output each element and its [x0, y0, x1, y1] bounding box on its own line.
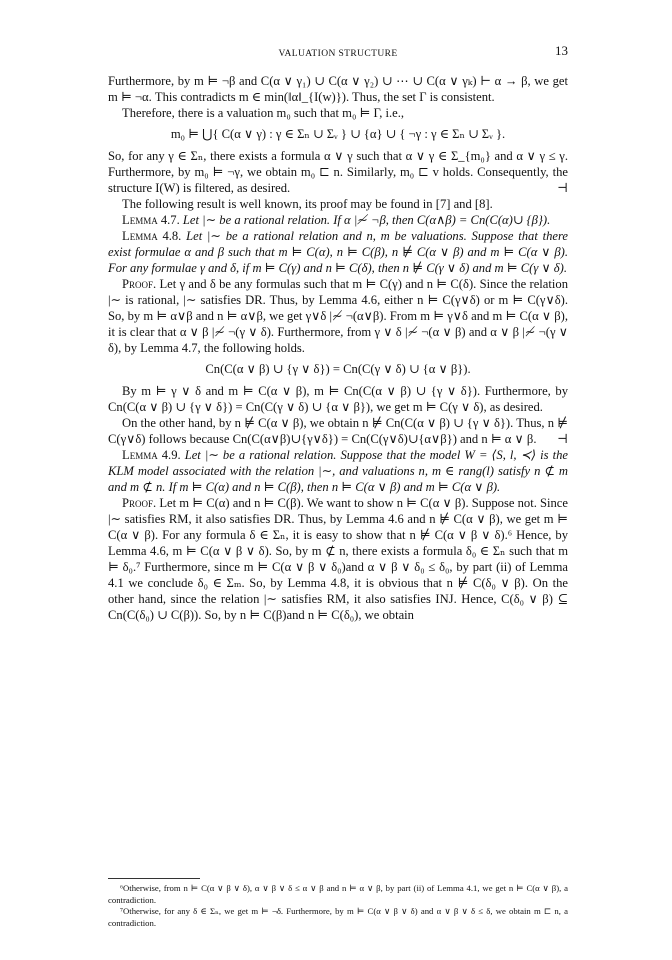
footnote-6: ⁶Otherwise, from n ⊨ C(α ∨ β ∨ δ), α ∨ β ∨ δ ≤ α ∨ β and n ⊨ α ∨ β, by part (ii) of Lemma 4.1, we get n ⊨ C(α ∨ β), a contradiction.: [108, 883, 568, 905]
proof-lemma-4-8: [108, 276, 568, 356]
paragraph-well-known: The following result is well known, its proof may be found in [7] and [8].: [122, 197, 493, 211]
running-head: VALUATION STRUCTURE: [278, 49, 398, 59]
footnotes: [108, 878, 568, 929]
qed-symbol: ⊣: [557, 432, 568, 446]
main-text: [108, 73, 568, 623]
paragraph-filtered-text: So, for any γ ∈ Σₙ, there exists a formula α ∨ γ such that α ∨ γ ∈ Σ_{m₀} and α ∨ γ ≤ γ. Furthermore, by m₀ ⊨ ¬γ, we obtain m₀ ⊏ n. Similarly, m₀ ⊏ v holds. Consequently, the structure I(W) is filtered, as desired.: [108, 149, 568, 195]
proof-label: Proof.: [122, 496, 157, 510]
page-header: [108, 43, 568, 64]
proof-lemma-4-9-text: Let m ⊨ C(α) and n ⊨ C(β). We want to show n ⊨ C(α ∨ β). Suppose not. Since |∼ satisfies RM, it also satisfies DR. Thus, by Lemma 4.6 and n ⊭ C(α ∨ β), we get m ⊨ C(α ∨ β). For any formula δ ∈ Σₙ, it is easy to show that n ⊭ C(α ∨ β ∨ δ).⁶ Hence, by Lemma 4.6, m ⊨ C(α ∨ β ∨ δ). So, by m ⊄ n, there exists a formula δ₀ ∈ Σₙ such that m ⊨ δ₀.⁷ Furthermore, since m ⊨ C(α ∨ β ∨ δ₀)and α ∨ β ∨ δ₀ ≤ δ₀, by part (ii) of Lemma 4.1 we conclude δ₀ ∈ Σₘ. So, by Lemma 4.8, it is obvious that n ⊭ C(δ₀ ∨ β). On the other hand, since the relation |∼ satisfies RM, it also satisfies INJ. Hence, C(δ₀ ∨ β) ⊆ Cn(C(δ₀) ∪ C(β)). So, by n ⊨ C(β)and n ⊨ C(δ₀), we obtain: [108, 496, 568, 622]
lemma-4-9-label: Lemma 4.9.: [122, 448, 181, 462]
qed-symbol: ⊣: [557, 181, 568, 195]
proof-lemma-4-8-text: Let γ and δ be any formulas such that m ⊨ C(γ) and n ⊨ C(δ). Since the relation |∼ is rational, |∼ satisfies DR. Thus, by Lemma 4.6, either n ⊨ C(γ∨δ) or m ⊨ C(γ∨δ). So, by m ⊨ α∨β and n ⊨ α∨β, we get γ∨δ |≁ ¬(α∨β). From m ⊨ γ∨δ and m ⊨ C(α ∨ β), it is clear that α ∨ β |≁ ¬(γ ∨ δ). Furthermore, from γ ∨ δ |≁ ¬(α ∨ β) and α ∨ β |≁ ¬(γ ∨ δ), by Lemma 4.7, the following holds.: [108, 277, 568, 355]
lemma-4-8-label: Lemma 4.8.: [122, 229, 182, 243]
paragraph-other-hand: [108, 415, 568, 447]
lemma-4-8: [108, 228, 568, 276]
proof-label: Proof.: [122, 277, 157, 291]
paragraph-other-hand-text: On the other hand, by n ⊭ C(α ∨ β), we obtain n ⊭ Cn(C(α ∨ β) ∪ {γ ∨ δ}). Thus, n ⊭ C(γ∨δ) follows because Cn(C(α∨β)∪{γ∨δ}) = Cn(C(γ∨δ)∪{α∨β}) and n ⊨ α ∨ β.: [108, 416, 568, 446]
lemma-4-7-label: Lemma 4.7.: [122, 213, 180, 227]
footnote-7: ⁷Otherwise, for any δ ∈ Σₙ, we get m ⊨ ¬δ. Furthermore, by m ⊨ C(α ∨ β ∨ δ) and α ∨ β ∨ δ ≤ δ, we obtain m ⊏ n, a contradiction.: [108, 906, 568, 928]
display-equation-1: m₀ ⊨ ⋃{ C(α ∨ γ) : γ ∈ Σₙ ∪ Σᵥ } ∪ {α} ∪ { ¬γ : γ ∈ Σₙ ∪ Σᵥ }.: [170, 127, 506, 141]
proof-lemma-4-9: [108, 495, 568, 623]
lemma-4-7-text: Let |∼ be a rational relation. If α |≁ ¬β, then C(α∧β) = Cn(C(α)∪ {β}).: [182, 213, 551, 227]
footnote-rule: [108, 878, 200, 879]
paragraph-valuation: Therefore, there is a valuation m₀ such that m₀ ⊨ Γ, i.e.,: [122, 106, 405, 120]
paragraph-by-m: By m ⊨ γ ∨ δ and m ⊨ C(α ∨ β), m ⊨ Cn(C(α ∨ β) ∪ {γ ∨ δ}). Furthermore, by Cn(C(α ∨ β) ∪ {γ ∨ δ}) = Cn(C(γ ∨ δ) ∪ {α ∨ β}), we get m ⊨ C(γ ∨ δ), as desired.: [108, 384, 568, 414]
paragraph-continuation: Furthermore, by m ⊨ ¬β and C(α ∨ γ₁) ∪ C(α ∨ γ₂) ∪ ⋯ ∪ C(α ∨ γₖ) ⊢ α → β, we get m ⊨ ¬α. This contradicts m ∈ min(‖α‖_{I(w)}). Thus, the set Γ is consistent.: [108, 74, 568, 104]
paragraph-filtered: [108, 148, 568, 196]
lemma-4-9-text: Let |∼ be a rational relation. Suppose that the model W = ⟨S, l, ≺⟩ is the KLM model associated with the relation |∼, and valuations n, m ∈ rang(l) satisfy n ⊄ m and m ⊄ n. If m ⊨ C(α) and n ⊨ C(β), then n ⊨ C(α ∨ β) and m ⊨ C(α ∨ β).: [108, 448, 568, 494]
lemma-4-7: [108, 212, 568, 228]
display-equation-2: Cn(C(α ∨ β) ∪ {γ ∨ δ}) = Cn(C(γ ∨ δ) ∪ {α ∨ β}).: [205, 362, 471, 376]
lemma-4-9: [108, 447, 568, 495]
page-number: 13: [555, 43, 568, 58]
lemma-4-8-text: Let |∼ be a rational relation and n, m be valuations. Suppose that there exist formulae α and β such that m ⊨ C(α), n ⊨ C(β), n ⊭ C(α ∨ β) and m ⊨ C(α ∨ β). For any formulae γ and δ, if m ⊨ C(γ) and n ⊨ C(δ), then n ⊭ C(γ ∨ δ) and m ⊨ C(γ ∨ δ).: [108, 229, 568, 275]
